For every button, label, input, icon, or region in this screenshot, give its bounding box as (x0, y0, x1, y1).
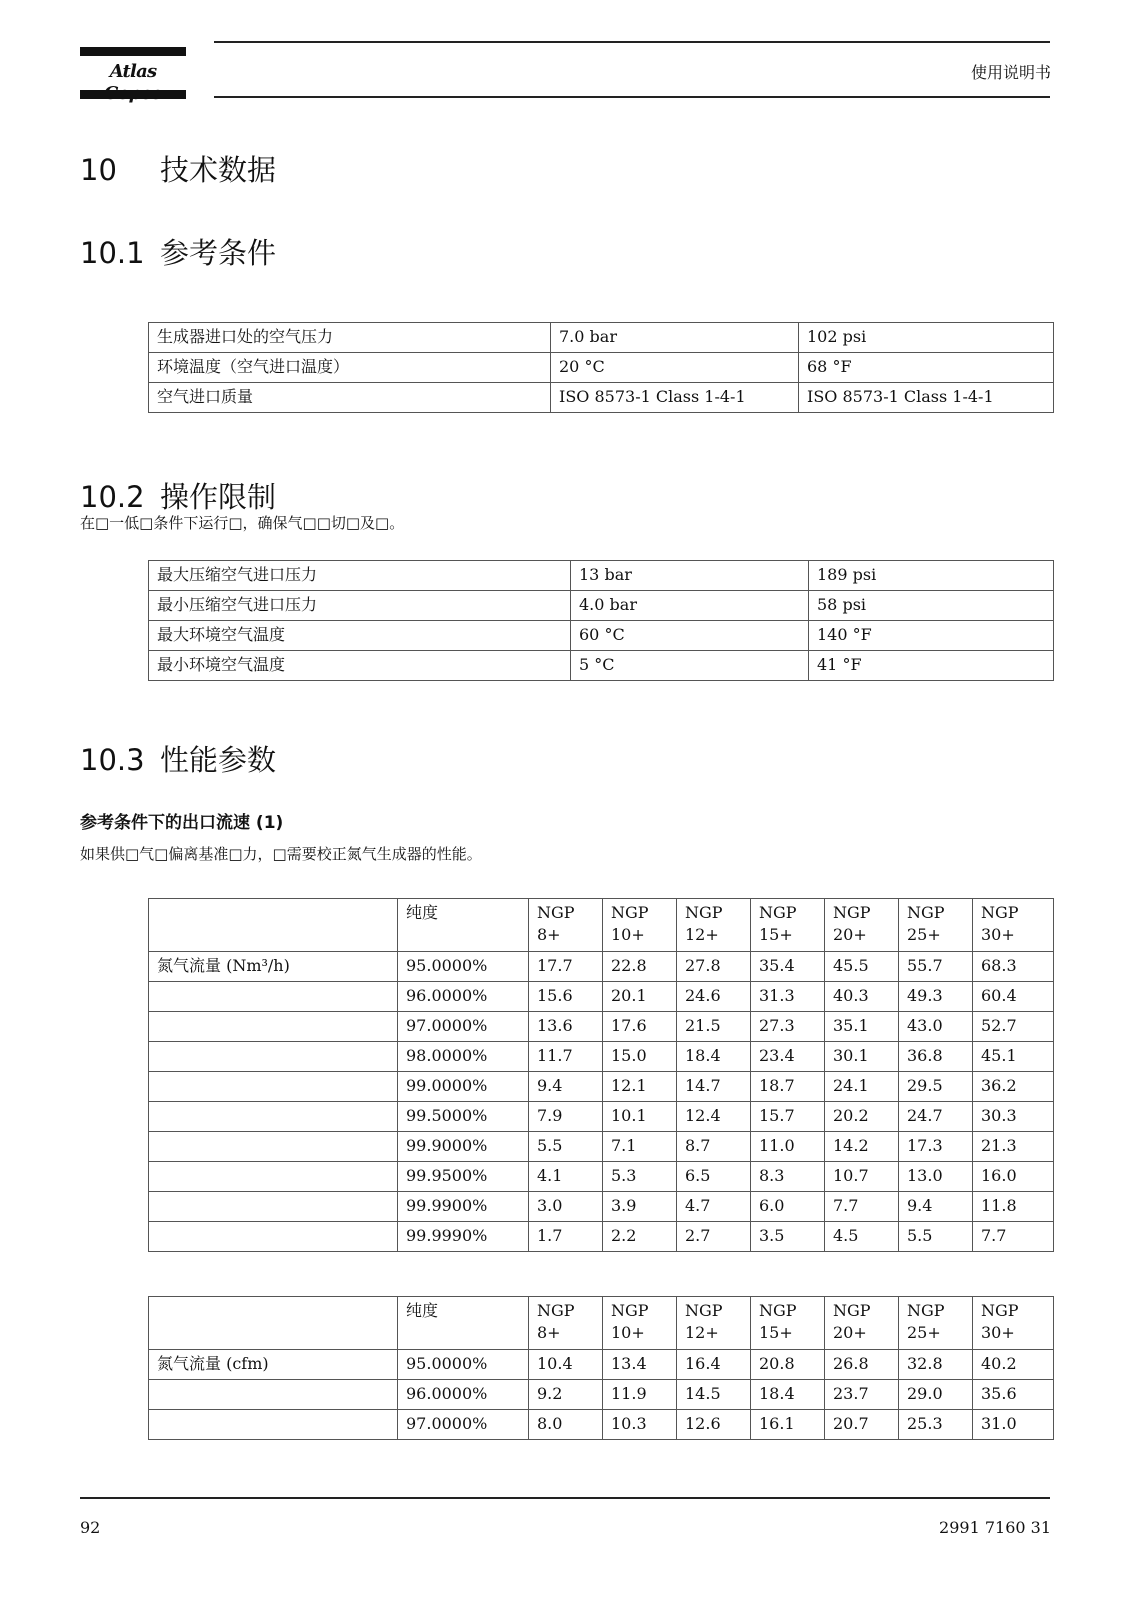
flow-value-cell: 21.5 (677, 1012, 751, 1042)
flow-value-cell: 43.0 (899, 1012, 973, 1042)
flow-value-cell: 24.1 (825, 1072, 899, 1102)
flow-value-cell: 16.4 (677, 1350, 751, 1380)
column-header: NGP 15+ (751, 1297, 825, 1350)
flow-value-cell: 24.7 (899, 1102, 973, 1132)
flow-value-cell: 2.2 (603, 1222, 677, 1252)
column-header: NGP 25+ (899, 1297, 973, 1350)
table-row (149, 1350, 1054, 1380)
flow-value-cell: 20.2 (825, 1102, 899, 1132)
column-header: NGP 12+ (677, 899, 751, 952)
flow-value-cell: 14.5 (677, 1380, 751, 1410)
flow-value-cell: 29.5 (899, 1072, 973, 1102)
header-rule-bottom (214, 96, 1050, 98)
table-row (149, 591, 1054, 621)
flow-value-cell: 35.4 (751, 952, 825, 982)
blank-cell (149, 982, 398, 1012)
table-row (149, 1072, 1054, 1102)
blank-cell (149, 1162, 398, 1192)
section-title: 性能参数 (160, 743, 277, 777)
column-header: 纯度 (398, 899, 529, 952)
flow-value-cell: 23.7 (825, 1380, 899, 1410)
flow-value-cell: 9.4 (899, 1192, 973, 1222)
purity-cell: 97.0000% (398, 1012, 529, 1042)
purity-cell: 99.9990% (398, 1222, 529, 1252)
purity-cell: 97.0000% (398, 1410, 529, 1440)
table-header-row (149, 1297, 1054, 1350)
flow-value-cell: 17.7 (529, 952, 603, 982)
purity-cell: 99.5000% (398, 1102, 529, 1132)
flow-value-cell: 8.0 (529, 1410, 603, 1440)
column-header: NGP 20+ (825, 899, 899, 952)
flow-value-cell: 14.7 (677, 1072, 751, 1102)
table-row (149, 1222, 1054, 1252)
table-row (149, 1132, 1054, 1162)
purity-cell: 99.9900% (398, 1192, 529, 1222)
column-header: NGP 20+ (825, 1297, 899, 1350)
blank-cell (149, 1222, 398, 1252)
imperial-value-cell: 41 °F (809, 651, 1054, 681)
flow-value-cell: 15.0 (603, 1042, 677, 1072)
performance-note: 如果供□气□偏离基准□力，□需要校正氮气生成器的性能。 (80, 845, 482, 863)
atlas-copco-logo (80, 47, 186, 99)
flow-value-cell: 10.3 (603, 1410, 677, 1440)
flow-value-cell: 24.6 (677, 982, 751, 1012)
flow-value-cell: 23.4 (751, 1042, 825, 1072)
column-header: NGP 30+ (973, 1297, 1054, 1350)
flow-value-cell: 9.2 (529, 1380, 603, 1410)
flow-label-cell: 氮气流量 (cfm) (149, 1350, 398, 1380)
flow-value-cell: 12.6 (677, 1410, 751, 1440)
column-header: NGP 8+ (529, 899, 603, 952)
flow-value-cell: 27.3 (751, 1012, 825, 1042)
section-title: 操作限制 (160, 480, 277, 514)
table-row (149, 1012, 1054, 1042)
flow-value-cell: 5.3 (603, 1162, 677, 1192)
flow-value-cell: 60.4 (973, 982, 1054, 1012)
table-row (149, 1102, 1054, 1132)
blank-cell (149, 1102, 398, 1132)
flow-value-cell: 15.6 (529, 982, 603, 1012)
table-row (149, 952, 1054, 982)
flow-value-cell: 10.1 (603, 1102, 677, 1132)
table-row (149, 383, 1054, 413)
table-row (149, 1410, 1054, 1440)
section-number: 10.1 (80, 236, 145, 270)
flow-value-cell: 11.7 (529, 1042, 603, 1072)
flow-value-cell: 16.1 (751, 1410, 825, 1440)
flow-value-cell: 2.7 (677, 1222, 751, 1252)
flow-value-cell: 17.6 (603, 1012, 677, 1042)
flow-value-cell: 14.2 (825, 1132, 899, 1162)
purity-cell: 96.0000% (398, 1380, 529, 1410)
table-row (149, 323, 1054, 353)
flow-value-cell: 7.7 (825, 1192, 899, 1222)
flow-value-cell: 7.7 (973, 1222, 1054, 1252)
imperial-value-cell: 102 psi (799, 323, 1054, 353)
flow-value-cell: 6.5 (677, 1162, 751, 1192)
parameter-cell: 最大压缩空气进口压力 (149, 561, 571, 591)
imperial-value-cell: 140 °F (809, 621, 1054, 651)
metric-value-cell: 20 °C (551, 353, 799, 383)
section-heading-10 (80, 148, 276, 189)
column-header: NGP 10+ (603, 899, 677, 952)
flow-value-cell: 16.0 (973, 1162, 1054, 1192)
purity-cell: 99.9500% (398, 1162, 529, 1192)
flow-value-cell: 11.9 (603, 1380, 677, 1410)
flow-value-cell: 5.5 (529, 1132, 603, 1162)
flow-value-cell: 17.3 (899, 1132, 973, 1162)
flow-value-cell: 45.1 (973, 1042, 1054, 1072)
flow-value-cell: 4.1 (529, 1162, 603, 1192)
flow-value-cell: 55.7 (899, 952, 973, 982)
flow-value-cell: 10.4 (529, 1350, 603, 1380)
table-row (149, 353, 1054, 383)
parameter-cell: 最小环境空气温度 (149, 651, 571, 681)
column-header: NGP 10+ (603, 1297, 677, 1350)
purity-cell: 99.0000% (398, 1072, 529, 1102)
table-row (149, 982, 1054, 1012)
purity-cell: 95.0000% (398, 1350, 529, 1380)
flow-value-cell: 45.5 (825, 952, 899, 982)
parameter-cell: 环境温度（空气进口温度） (149, 353, 551, 383)
flow-value-cell: 12.4 (677, 1102, 751, 1132)
section-title: 参考条件 (160, 236, 277, 270)
flow-value-cell: 20.8 (751, 1350, 825, 1380)
flow-cfm-table (148, 1296, 1054, 1440)
column-header: NGP 30+ (973, 899, 1054, 952)
blank-cell (149, 1132, 398, 1162)
metric-value-cell: 60 °C (571, 621, 809, 651)
document-title: 使用说明书 (970, 63, 1051, 82)
flow-value-cell: 3.0 (529, 1192, 603, 1222)
flow-value-cell: 32.8 (899, 1350, 973, 1380)
table-row (149, 621, 1054, 651)
blank-cell (149, 1072, 398, 1102)
flow-value-cell: 36.2 (973, 1072, 1054, 1102)
flow-value-cell: 40.2 (973, 1350, 1054, 1380)
section-number: 10.3 (80, 743, 145, 777)
parameter-cell: 最小压缩空气进口压力 (149, 591, 571, 621)
blank-cell (149, 1380, 398, 1410)
metric-value-cell: 5 °C (571, 651, 809, 681)
flow-value-cell: 13.6 (529, 1012, 603, 1042)
footer-rule (80, 1497, 1050, 1499)
flow-value-cell: 3.9 (603, 1192, 677, 1222)
section-heading-10-1 (80, 231, 276, 272)
flow-value-cell: 13.0 (899, 1162, 973, 1192)
flow-value-cell: 26.8 (825, 1350, 899, 1380)
header-rule-top (214, 41, 1050, 43)
flow-value-cell: 18.4 (751, 1380, 825, 1410)
table-header-row (149, 899, 1054, 952)
flow-value-cell: 30.1 (825, 1042, 899, 1072)
flow-value-cell: 18.4 (677, 1042, 751, 1072)
logo-wordmark: Atlas (109, 61, 157, 82)
parameter-cell: 空气进口质量 (149, 383, 551, 413)
flow-value-cell: 29.0 (899, 1380, 973, 1410)
flow-value-cell: 21.3 (973, 1132, 1054, 1162)
operating-limits-note: 在□一低□条件下运行□，确保气□□切□及□。 (80, 514, 405, 532)
table-row (149, 1380, 1054, 1410)
column-header: NGP 12+ (677, 1297, 751, 1350)
flow-value-cell: 31.3 (751, 982, 825, 1012)
purity-cell: 95.0000% (398, 952, 529, 982)
blank-cell (149, 1042, 398, 1072)
corner-cell (149, 1297, 398, 1350)
performance-subheading: 参考条件下的出口流速 (1) (80, 813, 284, 833)
flow-value-cell: 30.3 (973, 1102, 1054, 1132)
flow-value-cell: 13.4 (603, 1350, 677, 1380)
operating-limits-table (148, 560, 1054, 681)
section-heading-10-2 (80, 475, 276, 516)
logo-top-bar (80, 47, 186, 56)
column-header: NGP 25+ (899, 899, 973, 952)
blank-cell (149, 1410, 398, 1440)
section-title: 技术数据 (160, 153, 277, 187)
page-number: 92 (80, 1518, 101, 1537)
flow-nm3h-table (148, 898, 1054, 1252)
flow-value-cell: 9.4 (529, 1072, 603, 1102)
flow-value-cell: 10.7 (825, 1162, 899, 1192)
table-row (149, 561, 1054, 591)
flow-value-cell: 20.1 (603, 982, 677, 1012)
flow-value-cell: 4.7 (677, 1192, 751, 1222)
flow-value-cell: 20.7 (825, 1410, 899, 1440)
flow-value-cell: 15.7 (751, 1102, 825, 1132)
table-row (149, 651, 1054, 681)
flow-value-cell: 35.1 (825, 1012, 899, 1042)
flow-value-cell: 68.3 (973, 952, 1054, 982)
flow-value-cell: 8.3 (751, 1162, 825, 1192)
parameter-cell: 生成器进口处的空气压力 (149, 323, 551, 353)
flow-value-cell: 49.3 (899, 982, 973, 1012)
table-row (149, 1192, 1054, 1222)
flow-value-cell: 35.6 (973, 1380, 1054, 1410)
document-number: 2991 7160 31 (939, 1518, 1051, 1537)
purity-cell: 98.0000% (398, 1042, 529, 1072)
purity-cell: 96.0000% (398, 982, 529, 1012)
flow-value-cell: 1.7 (529, 1222, 603, 1252)
table-row (149, 1162, 1054, 1192)
flow-value-cell: 7.1 (603, 1132, 677, 1162)
imperial-value-cell: 189 psi (809, 561, 1054, 591)
flow-value-cell: 36.8 (899, 1042, 973, 1072)
flow-value-cell: 22.8 (603, 952, 677, 982)
blank-cell (149, 1192, 398, 1222)
section-heading-10-3 (80, 738, 276, 779)
flow-label-cell: 氮气流量 (Nm³/h) (149, 952, 398, 982)
metric-value-cell: ISO 8573-1 Class 1-4-1 (551, 383, 799, 413)
flow-value-cell: 12.1 (603, 1072, 677, 1102)
purity-cell: 99.9000% (398, 1132, 529, 1162)
column-header: NGP 15+ (751, 899, 825, 952)
flow-value-cell: 25.3 (899, 1410, 973, 1440)
imperial-value-cell: 58 psi (809, 591, 1054, 621)
flow-value-cell: 31.0 (973, 1410, 1054, 1440)
metric-value-cell: 13 bar (571, 561, 809, 591)
section-number: 10 (80, 153, 117, 187)
metric-value-cell: 4.0 bar (571, 591, 809, 621)
metric-value-cell: 7.0 bar (551, 323, 799, 353)
logo-bottom-bar (80, 90, 186, 99)
flow-value-cell: 40.3 (825, 982, 899, 1012)
flow-value-cell: 6.0 (751, 1192, 825, 1222)
table-row (149, 1042, 1054, 1072)
flow-value-cell: 18.7 (751, 1072, 825, 1102)
flow-value-cell: 7.9 (529, 1102, 603, 1132)
flow-value-cell: 4.5 (825, 1222, 899, 1252)
flow-value-cell: 11.8 (973, 1192, 1054, 1222)
imperial-value-cell: 68 °F (799, 353, 1054, 383)
flow-value-cell: 3.5 (751, 1222, 825, 1252)
blank-cell (149, 1012, 398, 1042)
flow-value-cell: 5.5 (899, 1222, 973, 1252)
column-header: NGP 8+ (529, 1297, 603, 1350)
flow-value-cell: 11.0 (751, 1132, 825, 1162)
parameter-cell: 最大环境空气温度 (149, 621, 571, 651)
section-number: 10.2 (80, 480, 145, 514)
flow-value-cell: 52.7 (973, 1012, 1054, 1042)
imperial-value-cell: ISO 8573-1 Class 1-4-1 (799, 383, 1054, 413)
column-header: 纯度 (398, 1297, 529, 1350)
flow-value-cell: 27.8 (677, 952, 751, 982)
flow-value-cell: 8.7 (677, 1132, 751, 1162)
corner-cell (149, 899, 398, 952)
reference-conditions-table (148, 322, 1054, 413)
